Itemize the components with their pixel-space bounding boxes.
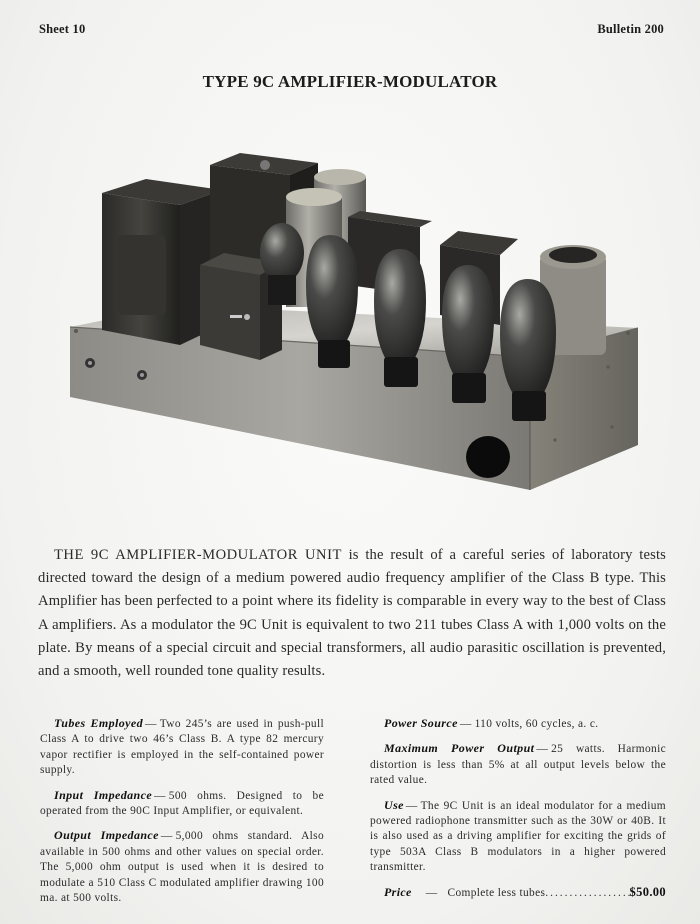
spec-text: Two 245’s are used in push-pull Class A to drive two 46’s Class B. A type 82 mercury vapor rectifier is employed in the self-contained power supply.: [40, 718, 325, 777]
price-label: Price: [384, 884, 412, 899]
price-line: Price — Complete less tubes ..... $50.00: [370, 885, 666, 901]
spec-label: Tubes Employed: [54, 716, 144, 730]
product-photo: [60, 135, 660, 505]
spec-label: Power Source: [384, 716, 458, 730]
spec-label: Output Impedance: [54, 828, 159, 843]
intro-lead: THE 9C AMPLIFIER-MODULATOR UNIT: [54, 547, 342, 563]
spec-use: Use — The 9C Unit is an ideal modulator for a medium powered radiophone transmitter such as the 30W or 40B. It is also used as a driving amplifier for exciting the grids of type 503A Class B modulators in a higher powered transmitter.: [370, 797, 666, 874]
page-title: TYPE 9C AMPLIFIER-MODULATOR: [202, 72, 498, 91]
spec-text: 25 watts. Harmonic distortion is less than 5% at all output levels below the rated value.: [370, 743, 666, 787]
spec-label: Use: [384, 797, 404, 812]
specs-left-column: [40, 716, 324, 915]
price-description: Complete less tubes: [447, 886, 546, 899]
spec-tubes-employed: Tubes Employed — Two 245’s are used in push-pull Class A to drive two 46’s Class B. A type 82 mercury vapor rectifier is employed in the self-contained power supply.: [40, 716, 325, 777]
spec-text: 110 volts, 60 cycles, a. c.: [474, 718, 599, 730]
amplifier-chassis-image: [60, 135, 660, 505]
sheet-number: Sheet 10: [39, 22, 86, 36]
price-amount: $50.00: [629, 884, 666, 899]
intro-paragraph: [38, 544, 666, 683]
spec-maximum-power-output: Maximum Power Output — 25 watts. Harmonic distortion is less than 5% at all output levels below the rated value.: [370, 741, 666, 787]
specs-right-column: [370, 716, 666, 901]
spec-label: Maximum Power Output: [384, 741, 535, 756]
spec-input-impedance: Input Impedance — 500 ohms. Designed to be operated from the 90C Input Amplifier, or equivalent.: [40, 787, 324, 818]
spec-output-impedance: Output Impedance — 5,000 ohms standard. Also available in 500 ohms and other values on special order. The 5,000 ohm output is used when it is desired to modulate a 510 Class C modulated amplifier drawing 100 ma. at 500 volts.: [40, 828, 324, 905]
leader-dots: [545, 886, 629, 901]
spec-label: Input Impedance: [54, 787, 153, 802]
spec-text: 500 ohms. Designed to be operated from the 90C Input Amplifier, or equivalent.: [40, 789, 324, 818]
bulletin-number: Bulletin 200: [597, 22, 664, 36]
intro-body: is the result of a careful series of laboratory tests directed toward the design of a medium powered audio frequency amplifier of the Class B type. This Amplifier has been perfected to a point where its fidelity is comparable in every way to the best of Class A amplifiers. As a modulator the 9C Unit is equivalent to two 211 tubes Class A with 1,000 volts on the plate. By means of a special circuit and special transformers, all audio parasitic oscillation is prevented, and a smooth, well rounded tone quality results.: [38, 547, 666, 680]
spec-text: 5,000 ohms standard. Also available in 500 ohms and other values on special order. The 5,000 ohm output is used when it is desired to modulate a 510 Class C modulated amplifier drawing 100 ma. at 500 volts.: [40, 830, 324, 905]
spec-text: The 9C Unit is an ideal modulator for a medium powered radiophone transmitter such as the 30W or 40B. It is also used as a driving amplifier for exciting the grids of type 503A Class B modulators in a higher powered transmitter.: [370, 799, 666, 874]
spec-power-source: Power Source — 110 volts, 60 cycles, a. c.: [384, 716, 599, 730]
